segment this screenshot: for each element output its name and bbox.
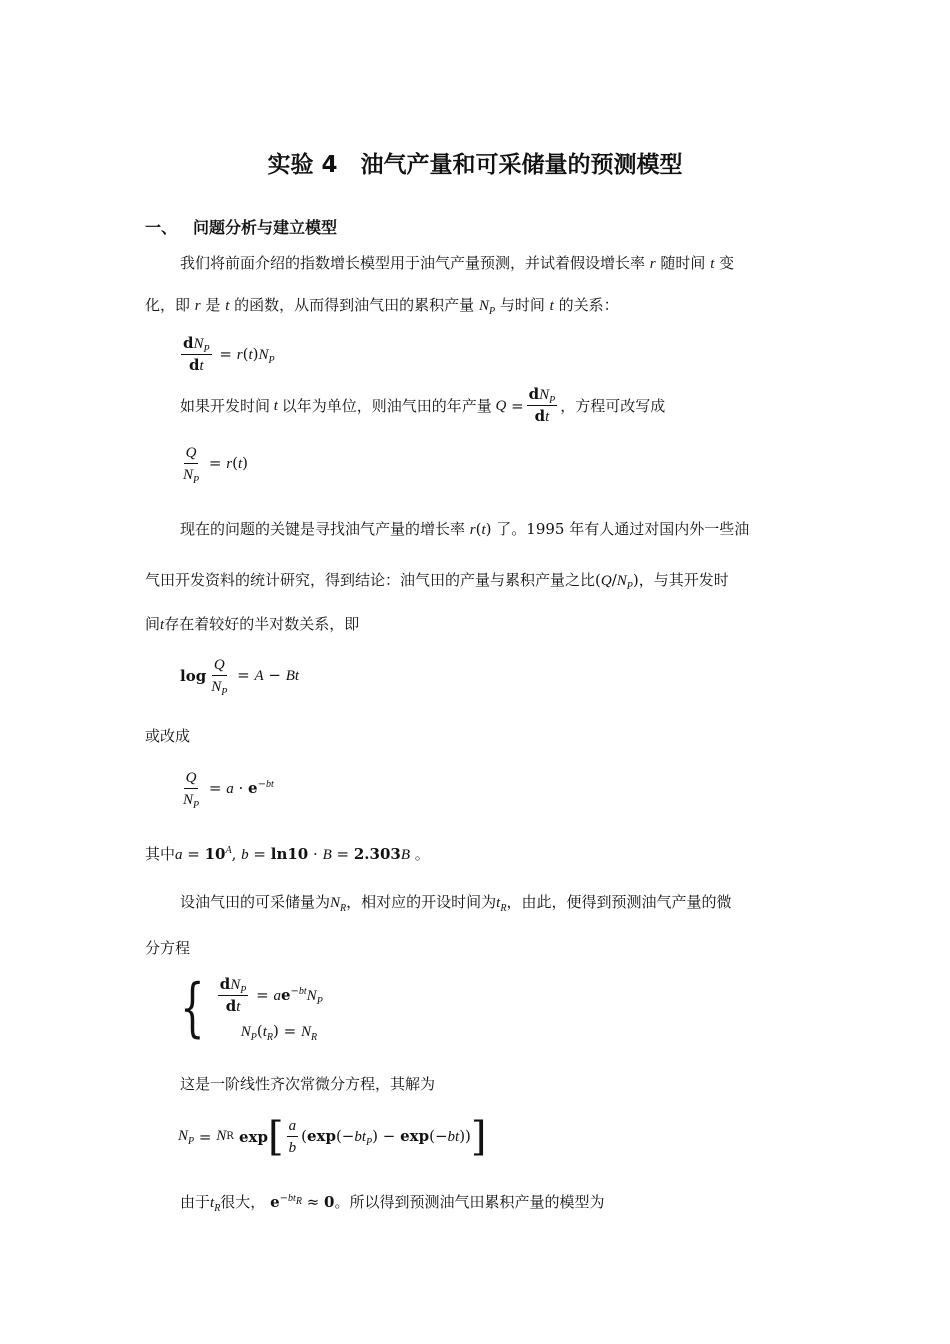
paragraph-7: 这是一阶线性齐次常微分方程，其解为 bbox=[180, 1075, 436, 1093]
paragraph-2: 如果开发时间 t 以年为单位，则油气田的年产量 Q = $\frac{dN_P}{dt}$ ，方程可改写成 bbox=[180, 385, 666, 425]
section-heading bbox=[145, 215, 337, 238]
equation-3: log $\frac{Q}{N_P}$ = A − Bt bbox=[180, 657, 300, 698]
equation-4: $\frac{Q}{N_P}$ = $a \cdot e^{-bt}$ bbox=[183, 770, 274, 811]
paragraph-6-line-2: 分方程 bbox=[145, 939, 191, 957]
section-title: 问题分析与建立模型 bbox=[193, 218, 338, 237]
paragraph-3-line-1: 现在的问题的关键是寻找油气产量的增长率 r(t) 了。1995 年有人通过对国内外一些油 bbox=[180, 520, 750, 538]
paragraph-8: 由于$t_R$很大， $e^{-bt_R} \approx 0$。所以得到预测油气田累积产量的模型为 bbox=[180, 1193, 605, 1214]
paragraph-3-line-2: 气田开发资料的统计研究，得到结论：油气田的产量与累积产量之比$(Q/N_P)$，与其开发时 bbox=[145, 571, 729, 592]
paragraph-3-line-3: 间t存在着较好的半对数关系，即 bbox=[145, 615, 360, 633]
equation-solution: $N_P$ = N R exp [ $\frac{a}{b}$ $(\exp(-bt_P) - \exp(-bt))$ ] bbox=[178, 1113, 487, 1160]
paragraph-1-line-1: 我们将前面介绍的指数增长模型用于油气产量预测，并试着假设增长率 r 随时间 t 变 bbox=[180, 254, 735, 272]
page-title: 实验 4 油气产量和可采储量的预测模型 bbox=[267, 152, 683, 178]
equation-2: $\frac{Q}{N_P}$ = r(t) bbox=[183, 445, 248, 486]
paragraph-5: 其中$a = 10^A$, b = ln10 · B = 2.303B 。 bbox=[145, 845, 430, 863]
paragraph-1-line-2: 化，即 r 是 t 的函数，从而得到油气田的累积产量 $N_P$ 与时间 t 的关系： bbox=[145, 296, 619, 317]
equation-system: { $\frac{dN_P}{dt}$ = $ae^{-bt}N_P$ $N_P(t_R) = N_R$ bbox=[180, 971, 323, 1045]
equation-1: $\frac{dN_P}{dt}$ = $r(t)N_P$ bbox=[183, 334, 275, 374]
paragraph-6-line-1: 设油气田的可采储量为$N_R$，相对应的开设时间为$t_R$，由此，便得到预测油气产量的微 bbox=[180, 893, 732, 914]
paragraph-4: 或改成 bbox=[145, 727, 191, 745]
section-number: 一、 bbox=[145, 218, 178, 237]
